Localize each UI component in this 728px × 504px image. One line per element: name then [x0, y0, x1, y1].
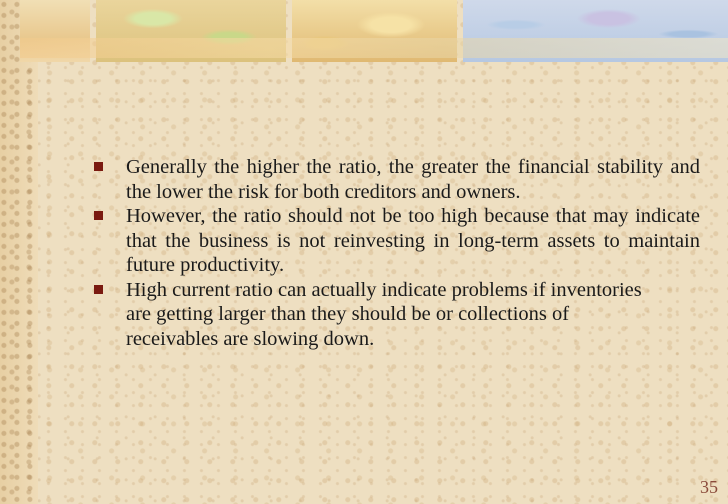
left-decorative-strip	[0, 0, 38, 504]
square-bullet-icon	[94, 285, 103, 294]
top-decorative-banner	[20, 0, 728, 62]
bullet-text: Generally the higher the ratio, the greater the financial stability and the lower the risk for both creditors and owners.	[126, 156, 700, 203]
bullet-list	[88, 155, 700, 351]
square-bullet-icon	[94, 162, 103, 171]
bullet-item	[88, 278, 700, 352]
banner-underbar	[20, 38, 728, 58]
bullet-text: However, the ratio should not be too high because that may indicate that the business is not reinvesting in long-term assets to maintain future productivity.	[126, 205, 700, 276]
square-bullet-icon	[94, 211, 103, 220]
slide-number: 35	[700, 477, 718, 497]
bullet-item	[88, 155, 700, 204]
bullet-text: High current ratio can actually indicate problems if inventories are getting larger than they should be or collections of receivables are slowing down.	[126, 278, 642, 350]
bullet-item	[88, 204, 700, 278]
